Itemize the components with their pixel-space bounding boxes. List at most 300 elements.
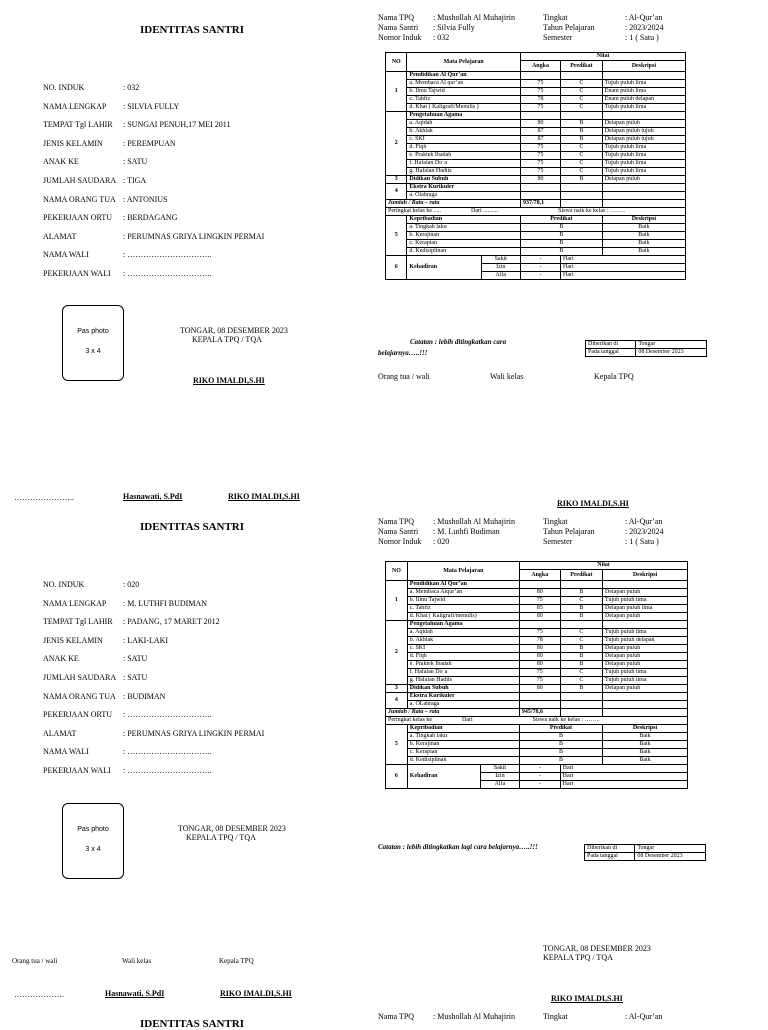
- field-value: : BERDAGANG: [123, 213, 178, 223]
- sign-head-2: Kepala TPQ: [219, 957, 254, 965]
- sign-parent-2: Orang tua / wali: [12, 957, 58, 965]
- trait: b. Kerajinan: [407, 741, 519, 749]
- score: 75: [519, 597, 560, 605]
- attendance-count: -: [519, 781, 560, 789]
- table-row: [386, 637, 688, 645]
- table-row: [386, 645, 688, 653]
- table-row: [386, 144, 686, 152]
- field-value: : LAKI-LAKI: [123, 635, 169, 645]
- table-cell: [603, 693, 688, 701]
- trait: b. Kerajinan: [407, 232, 521, 240]
- col-deskripsi: Deskripsi: [603, 725, 688, 733]
- field-value: : …………………………..: [123, 710, 212, 720]
- grade: C: [560, 669, 602, 677]
- table-cell: [519, 581, 560, 589]
- attendance-unit: Hari: [560, 773, 687, 781]
- field-label: NO. INDUK: [43, 580, 85, 589]
- table-row: [386, 184, 686, 192]
- attendance-unit: Hari: [561, 272, 686, 280]
- rank-mid: Dari ..........: [471, 208, 499, 214]
- subject: d. Fiqh: [407, 653, 519, 661]
- table-cell: [560, 581, 602, 589]
- sign-parent: Orang tua / wali: [378, 372, 430, 381]
- subject: Didikan Subuh: [407, 685, 519, 693]
- field-row: [43, 250, 212, 260]
- field-value: : …………………………..: [123, 269, 212, 278]
- head-role: KEPALA TPQ / TQA: [192, 335, 262, 344]
- rank-mid: Dari: [462, 717, 473, 723]
- description: Delapan puluh: [602, 120, 685, 128]
- place-date-bottom: TONGAR, 08 DESEMBER 2023: [543, 944, 651, 953]
- row-number: 3: [386, 176, 407, 184]
- section-title: Kehadiran: [407, 256, 481, 280]
- field-label: ANAK KE: [43, 157, 79, 167]
- trait: d. Kedisiplinan: [407, 248, 521, 256]
- field-label: NAMA LENGKAP: [43, 101, 107, 111]
- table-row: [386, 733, 688, 741]
- description: Baik: [603, 733, 688, 741]
- field-value: : …………………………..: [123, 747, 212, 757]
- table-row: [386, 216, 686, 224]
- field-value: : …………………………..: [123, 250, 212, 260]
- head-role-2: KEPALA TPQ / TQA: [186, 833, 256, 842]
- table-cell: [602, 200, 685, 208]
- table-row: [386, 128, 686, 136]
- score: 75: [520, 168, 560, 176]
- field-label: ANAK KE: [43, 654, 79, 664]
- description: Baik: [603, 749, 688, 757]
- attendance-type: Alfa: [480, 781, 519, 789]
- table-row: [386, 232, 686, 240]
- attendance-count: -: [520, 256, 560, 264]
- subject: g. Hafalan Hadits: [407, 677, 519, 685]
- field-row: [43, 231, 265, 241]
- field-row: [43, 269, 212, 278]
- field-label: ALAMAT: [43, 728, 77, 738]
- table-cell: [561, 112, 603, 120]
- section-title: Pendidikan Al Qur’an: [407, 581, 519, 589]
- table-cell: [560, 709, 602, 717]
- description: Delapan puluh: [603, 613, 688, 621]
- table-row: [386, 88, 686, 96]
- score: 80: [520, 120, 560, 128]
- head-name-right: RIKO IMALDI,S.HI: [557, 499, 629, 508]
- table-cell: [560, 701, 602, 709]
- table-row: [386, 256, 686, 264]
- row-number: 6: [386, 765, 408, 789]
- photo-label-2: Pas photo: [77, 826, 109, 833]
- field-row: [43, 673, 148, 682]
- description: Baik: [602, 248, 685, 256]
- table-row: [386, 80, 686, 88]
- grade-table-2: [385, 561, 688, 789]
- description: Delapan puluh: [603, 645, 688, 653]
- description: Tujuh puluh lima: [602, 144, 685, 152]
- grade: B: [561, 128, 603, 136]
- table-cell: [520, 184, 560, 192]
- grade: C: [561, 96, 603, 104]
- teacher-note: Catatan : lebih ditingkatkan cara: [410, 338, 507, 346]
- row-number: 6: [386, 256, 407, 280]
- section-title: Ekstra Kurikuler: [407, 693, 519, 701]
- subject: f. Hafalan Do`a: [407, 669, 519, 677]
- field-label: ALAMAT: [43, 231, 77, 241]
- description: Tujuh puluh lima: [602, 168, 685, 176]
- field-value: : SUNGAI PENUH,17 MEI 2011: [123, 120, 231, 130]
- subject: c. Tahfiz: [407, 96, 521, 104]
- attendance-type: Alfa: [481, 272, 520, 280]
- field-row: [43, 101, 180, 111]
- table-row: [386, 224, 686, 232]
- attendance-count: -: [519, 773, 560, 781]
- identity-title: IDENTITAS SANTRI: [140, 24, 245, 36]
- col-nilai: Nilai: [519, 562, 687, 570]
- grade: B: [560, 645, 602, 653]
- table-row: [386, 581, 688, 589]
- subject: a. Aqidah: [407, 629, 519, 637]
- field-label: JUMLAH SAUDARA: [43, 176, 117, 185]
- col-deskripsi: Deskripsi: [602, 61, 685, 72]
- field-row: [43, 176, 147, 185]
- col-predikat: Predikat: [520, 216, 602, 224]
- col-mapel: Mata Pelajaran: [407, 562, 519, 581]
- description: Baik: [603, 757, 688, 765]
- table-row: [386, 240, 686, 248]
- field-value: : SATU: [123, 654, 148, 664]
- subject: c. SKI: [407, 136, 521, 144]
- field-row: [43, 766, 212, 775]
- table-row: [386, 685, 688, 693]
- score: 75: [520, 160, 560, 168]
- table-row: [386, 120, 686, 128]
- score: 78: [520, 96, 560, 104]
- subject: b. Akhlak: [407, 637, 519, 645]
- score: 80: [519, 589, 560, 597]
- photo-placeholder: [62, 305, 124, 381]
- table-row: [386, 104, 686, 112]
- section-title: Pengetahuan Agama: [407, 621, 519, 629]
- rank-left: Peringkat kelas ke: [388, 717, 432, 723]
- field-value: : SILVIA FULLY: [123, 101, 180, 111]
- rank-right: Siswa naik ke kelas : ……..: [558, 208, 625, 214]
- table-cell: [603, 581, 688, 589]
- description: Delapan puluh lima: [603, 605, 688, 613]
- teacher-note-p2: Catatan : lebih ditingkatkan lagi cara belajarnya…..!!!: [378, 843, 538, 851]
- col-predikat: Predikat: [561, 61, 603, 72]
- row-number: 4: [386, 184, 407, 200]
- grade: C: [561, 80, 603, 88]
- col-deskripsi: Deskripsi: [603, 570, 688, 581]
- table-row: [386, 757, 688, 765]
- description: Tujuh puluh lima: [603, 677, 688, 685]
- section-title: Kepribadian: [407, 725, 519, 733]
- attendance-unit: Hari: [561, 256, 686, 264]
- table-cell: [560, 621, 602, 629]
- field-row: [43, 138, 176, 148]
- score: 75: [519, 669, 560, 677]
- col-angka: Angka: [519, 570, 560, 581]
- description: Delapan puluh tujuh: [602, 136, 685, 144]
- table-row: [386, 53, 686, 61]
- table-row: [386, 248, 686, 256]
- table-cell: [520, 112, 560, 120]
- identity-title-3: IDENTITAS SANTRI: [140, 1018, 245, 1030]
- table-cell: [519, 621, 560, 629]
- table-row: [386, 653, 688, 661]
- field-row: [43, 213, 178, 223]
- description: Tujuh puluh lima: [602, 80, 685, 88]
- table-cell: [603, 701, 688, 709]
- table-row: [386, 136, 686, 144]
- grade: B: [519, 757, 602, 765]
- col-predikat: Predikat: [560, 570, 602, 581]
- total-value: 937/78,1: [520, 200, 560, 208]
- col-nilai: Nilai: [520, 53, 685, 61]
- subject: Didikan Subuh: [407, 176, 521, 184]
- rank-row: [386, 717, 688, 725]
- grade: C: [561, 160, 603, 168]
- table-row: [386, 96, 686, 104]
- col-no: NO: [386, 53, 407, 72]
- grade: C: [561, 88, 603, 96]
- table-row: [386, 160, 686, 168]
- table-row: [386, 693, 688, 701]
- table-row: [386, 669, 688, 677]
- table-cell: [603, 709, 688, 717]
- table-row: [386, 208, 686, 216]
- field-row: [43, 691, 166, 701]
- score: 87: [520, 128, 560, 136]
- description: Delapan puluh: [603, 589, 688, 597]
- description: Delapan puluh: [603, 685, 688, 693]
- table-row: [386, 621, 688, 629]
- row-number: 3: [386, 685, 408, 693]
- field-value: : 032: [123, 83, 140, 92]
- description: Tujuh puluh lima: [602, 152, 685, 160]
- description: Delapan puluh tujuh: [602, 128, 685, 136]
- row-number: 2: [386, 621, 408, 685]
- teacher-name: Hasnawati, S.PdI: [123, 492, 183, 501]
- sign-teacher-2: Wali kelas: [122, 957, 152, 965]
- rank-right: Siswa naik ke kelas : ……..: [532, 717, 600, 723]
- col-angka: Angka: [520, 61, 560, 72]
- sign-dots-2: ……………….: [14, 990, 64, 999]
- field-value: : …………………………..: [123, 766, 212, 775]
- field-label: JENIS KELAMIN: [43, 635, 103, 645]
- col-predikat: Predikat: [519, 725, 602, 733]
- table-row: [386, 749, 688, 757]
- field-row: [43, 654, 148, 664]
- table-row: [386, 72, 686, 80]
- table-cell: [602, 112, 685, 120]
- section-title: Pendidikan Al Qur’an: [407, 72, 521, 80]
- grade: B: [519, 733, 602, 741]
- table-cell: [560, 693, 602, 701]
- grade: B: [560, 589, 602, 597]
- field-value: : 020: [123, 580, 140, 589]
- grade: B: [520, 224, 602, 232]
- field-label: PEKERJAAN WALI: [43, 766, 111, 775]
- field-label: NO. INDUK: [43, 83, 85, 92]
- row-number: 1: [386, 72, 407, 112]
- table-cell: [520, 72, 560, 80]
- place-date-2: TONGAR, 08 DESEMBER 2023: [178, 824, 286, 833]
- head-name-left: RIKO IMALDI,S.HI: [228, 492, 300, 501]
- identity-title-2: IDENTITAS SANTRI: [140, 521, 245, 533]
- field-label: NAMA LENGKAP: [43, 598, 107, 608]
- grade: B: [560, 613, 602, 621]
- description: Enam puluh lima: [602, 88, 685, 96]
- attendance-count: -: [519, 765, 560, 773]
- grade: C: [560, 637, 602, 645]
- table-cell: [602, 192, 685, 200]
- field-label: JUMLAH SAUDARA: [43, 673, 117, 682]
- description: Tujuh puluh lima: [603, 669, 688, 677]
- table-row: [386, 613, 688, 621]
- trait: c. Kerapian: [407, 240, 521, 248]
- trait: c. Kerapian: [407, 749, 519, 757]
- sign-head: Kepala TPQ: [594, 372, 634, 381]
- subject: b. Akhlak: [407, 128, 521, 136]
- head-name-bottom: RIKO IMALDI,S.HI: [551, 994, 623, 1003]
- subject: a. Membaca Al qur’an: [407, 80, 521, 88]
- score: 80: [519, 685, 560, 693]
- field-label: TEMPAT Tgl LAHIR: [43, 617, 113, 627]
- section-title: Kehadiran: [407, 765, 480, 789]
- grade: B: [560, 653, 602, 661]
- table-row: [386, 200, 686, 208]
- description: Tujuh puluh lima: [602, 104, 685, 112]
- score: 75: [520, 152, 560, 160]
- grade: B: [561, 136, 603, 144]
- field-value: : PERUMNAS GRIYA LINGKIN PERMAI: [123, 231, 265, 241]
- score: 78: [519, 637, 560, 645]
- score: 75: [519, 629, 560, 637]
- attendance-unit: Hari: [560, 781, 687, 789]
- grade-table: [385, 52, 686, 280]
- score: 75: [520, 104, 560, 112]
- table-cell: [561, 72, 603, 80]
- rank-row: [386, 208, 686, 216]
- attendance-type: Izin: [480, 773, 519, 781]
- grade: B: [519, 741, 602, 749]
- description: Delapan puluh: [602, 176, 685, 184]
- table-row: [386, 176, 686, 184]
- field-label: NAMA WALI: [43, 250, 89, 260]
- description: Baik: [602, 224, 685, 232]
- row-number: 1: [386, 581, 408, 621]
- attendance-count: -: [520, 264, 560, 272]
- description: Tujuh puluh lima: [602, 160, 685, 168]
- field-label: JENIS KELAMIN: [43, 138, 103, 148]
- rank-left: Peringkat kelas ke .....: [388, 208, 441, 214]
- given-box: Diberikan di Tongar Pada tanggal 08 Desember 2023: [585, 340, 707, 357]
- field-value: : ANTONIUS: [123, 194, 168, 204]
- field-row: [43, 598, 207, 608]
- field-row: [43, 194, 168, 204]
- table-cell: [561, 184, 603, 192]
- trait: a. Tingkah laku: [407, 224, 521, 232]
- field-value: : PERUMNAS GRIYA LINGKIN PERMAI: [123, 728, 265, 738]
- section-title: Kepribadian: [407, 216, 521, 224]
- table-row: [386, 765, 688, 773]
- field-row: [43, 617, 220, 627]
- place-date: TONGAR, 08 DESEMBER 2023: [180, 326, 288, 335]
- score: 75: [520, 80, 560, 88]
- section-title: Ekstra Kurikuler: [407, 184, 521, 192]
- head-role-bottom: KEPALA TPQ / TQA: [543, 953, 613, 962]
- description: Tujuh puluh lima: [603, 629, 688, 637]
- col-no: NO: [386, 562, 408, 581]
- grade: C: [560, 597, 602, 605]
- table-row: [386, 701, 688, 709]
- description: Baik: [602, 232, 685, 240]
- description: Tujuh puluh lima: [603, 597, 688, 605]
- table-cell: [519, 701, 560, 709]
- field-label: PEKERJAAN ORTU: [43, 710, 113, 720]
- grade: B: [520, 232, 602, 240]
- field-row: [43, 747, 212, 757]
- sign-dots: …………………..: [14, 493, 74, 502]
- table-cell: [519, 693, 560, 701]
- description: Baik: [603, 741, 688, 749]
- subject: d. Khat ( Kaligrafi/Menulis ): [407, 104, 521, 112]
- subject: a. Aqidah: [407, 120, 521, 128]
- subject: e. Praktek Ibadah: [407, 152, 521, 160]
- table-row: [386, 661, 688, 669]
- grade: C: [560, 677, 602, 685]
- field-row: [43, 83, 140, 92]
- table-row: [386, 741, 688, 749]
- table-row: [386, 112, 686, 120]
- field-label: NAMA ORANG TUA: [43, 194, 116, 204]
- attendance-type: Sakit: [481, 256, 520, 264]
- grade: B: [561, 176, 603, 184]
- field-label: TEMPAT Tgl LAHIR: [43, 120, 113, 130]
- subject: b. Ilmu Tajwid: [407, 88, 521, 96]
- subject: f. Hafalan Do`a: [407, 160, 521, 168]
- field-value: : SATU: [123, 673, 148, 682]
- total-label: Jumlah / Rata – rata: [386, 200, 521, 208]
- table-row: [386, 717, 688, 725]
- grade: B: [520, 240, 602, 248]
- attendance-count: -: [520, 272, 560, 280]
- trait: a. Tingkah laku: [407, 733, 519, 741]
- score: 85: [519, 605, 560, 613]
- field-label: NAMA WALI: [43, 747, 89, 757]
- table-row: [386, 725, 688, 733]
- grade: B: [519, 749, 602, 757]
- score: 80: [519, 661, 560, 669]
- description: Delapan puluh: [603, 653, 688, 661]
- subject: c. Tahfiz: [407, 605, 519, 613]
- score: 75: [519, 677, 560, 685]
- subject: d. Khat ( Kaligrafi/menulis): [407, 613, 519, 621]
- teacher-note-2: belajarnya…..!!!: [378, 349, 428, 357]
- table-cell: [561, 200, 603, 208]
- table-row: [386, 589, 688, 597]
- grade: B: [560, 661, 602, 669]
- subject: a. Membaca Alqur’an: [407, 589, 519, 597]
- table-row: [386, 677, 688, 685]
- row-number: 2: [386, 112, 407, 176]
- field-label: NAMA ORANG TUA: [43, 691, 116, 701]
- description: Delapan puluh: [603, 661, 688, 669]
- grade: C: [561, 152, 603, 160]
- description: Tujuh puluh delapan: [603, 637, 688, 645]
- table-row: [386, 152, 686, 160]
- field-value: : PEREMPUAN: [123, 138, 176, 148]
